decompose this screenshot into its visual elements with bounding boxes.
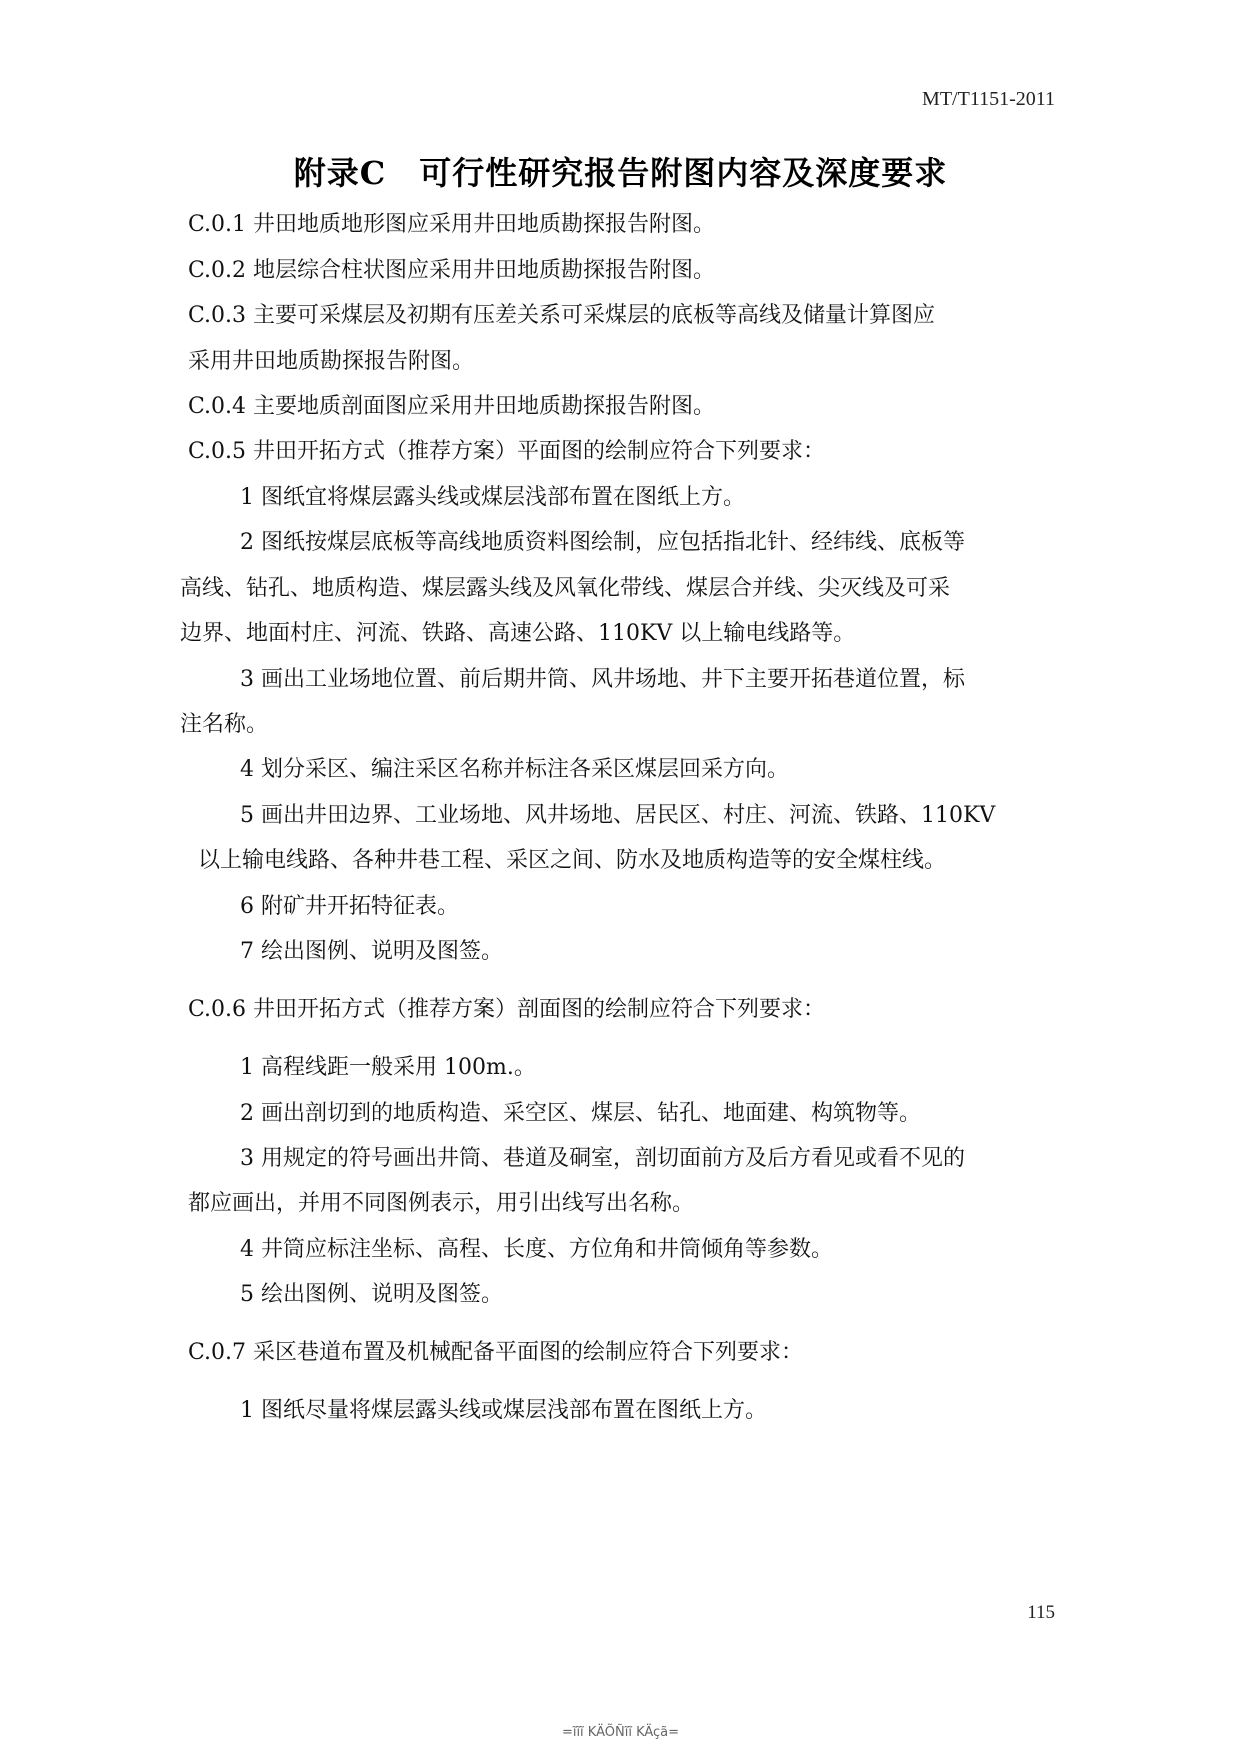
c05-item-6: 6 附矿井开拓特征表。 <box>240 894 459 919</box>
footer-watermark: =ĩĩĩ KÄÕÑĩĩ KÄçã= <box>561 1725 680 1740</box>
c05-item-2-cont-1: 高线、钻孔、地质构造、煤层露头线及风氧化带线、煤层合并线、尖灭线及可采 <box>180 576 951 601</box>
clause-c03-cont: 采用井田地质勘探报告附图。 <box>188 349 475 374</box>
clause-c04: C.0.4 主要地质剖面图应采用井田地质勘探报告附图。 <box>188 394 716 419</box>
clause-c02: C.0.2 地层综合柱状图应采用井田地质勘探报告附图。 <box>188 258 716 283</box>
c05-item-2-cont-2: 边界、地面村庄、河流、铁路、高速公路、110KV 以上输电线路等。 <box>180 621 856 646</box>
c05-item-4: 4 划分采区、编注采区名称并标注各采区煤层回采方向。 <box>240 757 789 782</box>
c05-item-5-cont: 以上输电线路、各种井巷工程、采区之间、防水及地质构造等的安全煤柱线。 <box>198 848 947 873</box>
c07-item-1: 1 图纸尽量将煤层露头线或煤层浅部布置在图纸上方。 <box>240 1398 767 1423</box>
clause-c06: C.0.6 井田开拓方式（推荐方案）剖面图的绘制应符合下列要求： <box>188 997 826 1022</box>
clause-c01: C.0.1 井田地质地形图应采用井田地质勘探报告附图。 <box>188 212 716 237</box>
c06-item-2: 2 画出剖切到的地质构造、采空区、煤层、钻孔、地面建、构筑物等。 <box>240 1101 921 1126</box>
standard-code: MT/T1151-2011 <box>922 88 1055 110</box>
page-number: 115 <box>1027 1602 1055 1623</box>
c05-item-7: 7 绘出图例、说明及图签。 <box>240 939 503 964</box>
page-title: 附录C 可行性研究报告附图内容及深度要求 <box>293 154 948 192</box>
c05-item-2: 2 图纸按煤层底板等高线地质资料图绘制，应包括指北针、经纬线、底板等 <box>240 530 965 555</box>
c06-item-4: 4 井筒应标注坐标、高程、长度、方位角和井筒倾角等参数。 <box>240 1237 833 1262</box>
c06-item-5: 5 绘出图例、说明及图签。 <box>240 1282 503 1307</box>
c06-item-3-cont: 都应画出，并用不同图例表示，用引出线写出名称。 <box>188 1191 695 1216</box>
c06-item-1: 1 高程线距一般采用 100m.。 <box>240 1055 536 1080</box>
c05-item-5: 5 画出井田边界、工业场地、风井场地、居民区、村庄、河流、铁路、110KV <box>240 803 996 828</box>
c05-item-1: 1 图纸宜将煤层露头线或煤层浅部布置在图纸上方。 <box>240 485 745 510</box>
clause-c03: C.0.3 主要可采煤层及初期有压差关系可采煤层的底板等高线及储量计算图应 <box>188 303 936 328</box>
c05-item-3-cont: 注名称。 <box>180 712 269 737</box>
c06-item-3: 3 用规定的符号画出井筒、巷道及硐室，剖切面前方及后方看见或看不见的 <box>240 1146 965 1171</box>
c05-item-3: 3 画出工业场地位置、前后期井筒、风井场地、井下主要开拓巷道位置，标 <box>240 667 965 692</box>
clause-c05: C.0.5 井田开拓方式（推荐方案）平面图的绘制应符合下列要求： <box>188 439 826 464</box>
clause-c07: C.0.7 采区巷道布置及机械配备平面图的绘制应符合下列要求： <box>188 1340 804 1365</box>
